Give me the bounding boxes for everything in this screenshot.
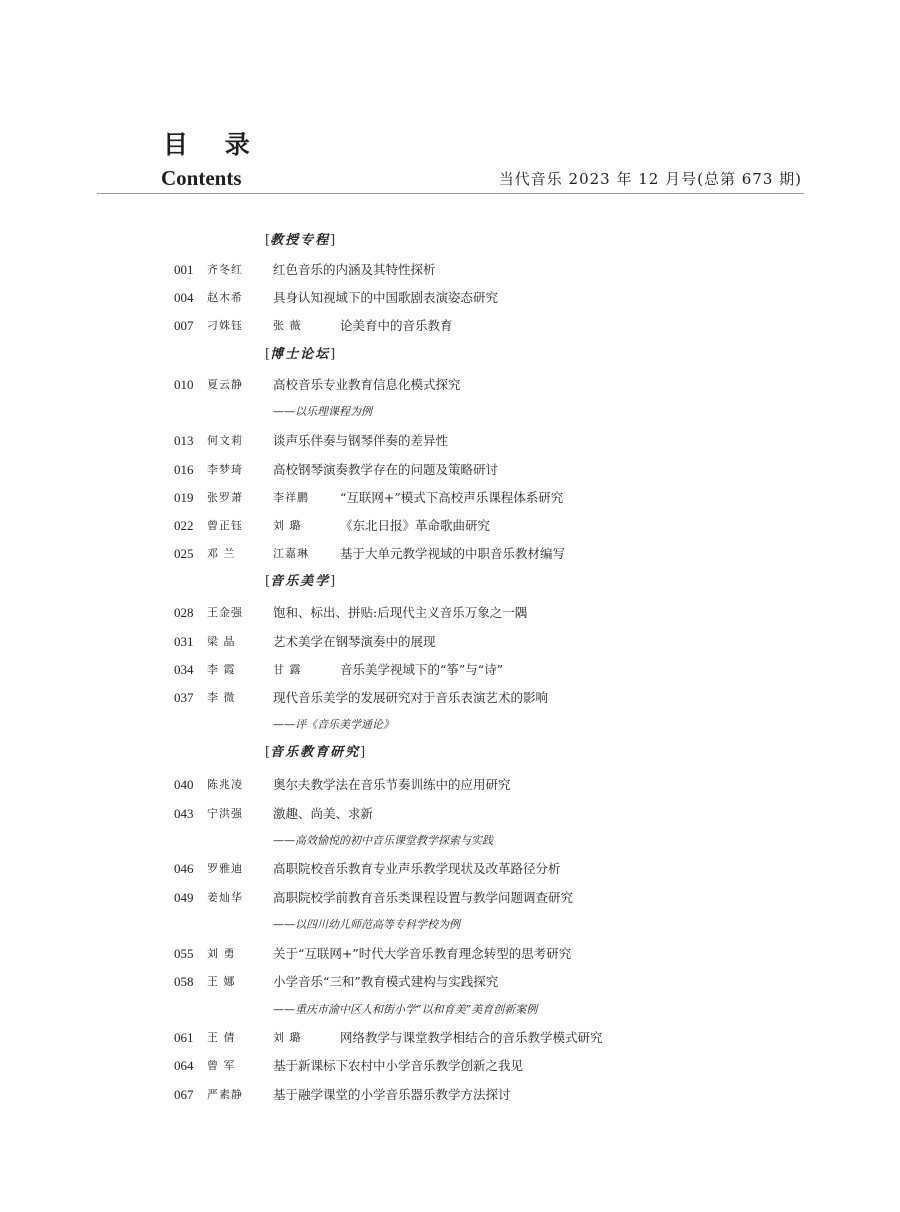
- section-heading: [265, 344, 335, 366]
- section-label: 博士论坛: [270, 347, 331, 362]
- article-title[interactable]: 艺术美学在钢琴演奏中的展现: [273, 634, 436, 649]
- bracket-left: [: [265, 574, 271, 589]
- coauthor-name: 江嘉琳: [273, 547, 309, 560]
- author-name: 宁洪强: [207, 807, 243, 820]
- page-number: 034: [174, 662, 194, 677]
- author-name: 夏云静: [207, 378, 243, 391]
- article-subtitle: ——高效愉悦的初中音乐课堂教学探索与实践: [273, 834, 493, 847]
- page-number: 040: [174, 777, 194, 792]
- article-title[interactable]: 饱和、标出、拼贴:后现代主义音乐万象之一隅: [273, 605, 528, 620]
- article-title[interactable]: 谈声乐伴奏与钢琴伴奏的差异性: [273, 433, 449, 448]
- author-name: 梁 晶: [207, 635, 236, 648]
- author-name: 罗雅迪: [207, 862, 243, 875]
- page-number: 031: [174, 634, 194, 649]
- author-name: 刁姝钰: [207, 319, 243, 332]
- article-title[interactable]: 现代音乐美学的发展研究对于音乐表演艺术的影响: [273, 690, 549, 705]
- toc-entry[interactable]: [0, 375, 900, 395]
- toc-entry[interactable]: [0, 1056, 900, 1076]
- page-number: 046: [174, 861, 194, 876]
- coauthor-name: 李祥鹏: [273, 491, 309, 504]
- page-number: 004: [174, 290, 194, 305]
- author-name: 曾 军: [207, 1059, 236, 1072]
- toc-entry[interactable]: [0, 944, 900, 964]
- section-heading: [265, 571, 335, 593]
- page-number: 064: [174, 1058, 194, 1073]
- toc-entry[interactable]: [0, 288, 900, 308]
- article-title[interactable]: “互联网+”模式下高校声乐课程体系研究: [340, 490, 564, 505]
- page-number: 016: [174, 462, 194, 477]
- toc-entry[interactable]: [0, 1085, 900, 1105]
- coauthor-name: 刘 璐: [273, 519, 302, 532]
- toc-entry[interactable]: [0, 316, 900, 336]
- author-name: 陈兆凌: [207, 778, 243, 791]
- article-subtitle: ——以四川幼儿师范高等专科学校为例: [273, 918, 460, 931]
- toc-subtitle-row: [0, 1000, 900, 1020]
- page-number: 049: [174, 890, 194, 905]
- author-name: 曾正钰: [207, 519, 243, 532]
- article-title[interactable]: 具身认知视域下的中国歌剧表演姿态研究: [273, 290, 499, 305]
- bracket-left: [: [265, 745, 271, 760]
- section-label: 教授专程: [270, 233, 331, 248]
- article-title[interactable]: 《东北日报》革命歌曲研究: [340, 518, 491, 533]
- toc-entry[interactable]: [0, 516, 900, 536]
- toc-subtitle-row: [0, 715, 900, 735]
- page-number: 058: [174, 974, 194, 989]
- article-title[interactable]: 关于“互联网+”时代大学音乐教育理念转型的思考研究: [273, 946, 572, 961]
- page-title-cn: 目 录: [163, 130, 264, 159]
- toc-entry[interactable]: [0, 544, 900, 564]
- bracket-left: [: [265, 347, 271, 362]
- toc-entry[interactable]: [0, 688, 900, 708]
- article-subtitle: ——评《音乐美学通论》: [273, 718, 394, 731]
- article-title[interactable]: 高校钢琴演奏教学存在的问题及策略研讨: [273, 462, 499, 477]
- page-number: 043: [174, 806, 194, 821]
- page-number: 025: [174, 546, 194, 561]
- toc-entry[interactable]: [0, 660, 900, 680]
- article-title[interactable]: 红色音乐的内涵及其特性探析: [273, 262, 436, 277]
- toc-entry[interactable]: [0, 431, 900, 451]
- author-name: 赵木希: [207, 291, 243, 304]
- article-subtitle: ——重庆市渝中区人和街小学“以和育美”美育创新案例: [273, 1003, 538, 1016]
- article-title[interactable]: 基于融学课堂的小学音乐器乐教学方法探讨: [273, 1087, 511, 1102]
- author-name: 王 倩: [207, 1031, 236, 1044]
- article-title[interactable]: 小学音乐“三和”教育模式建构与实践探究: [273, 974, 499, 989]
- section-label: 音乐美学: [270, 574, 331, 589]
- toc-entry[interactable]: [0, 859, 900, 879]
- page-number: 001: [174, 262, 194, 277]
- author-name: 刘 勇: [207, 947, 236, 960]
- section-heading: [265, 230, 335, 252]
- author-name: 邓 兰: [207, 547, 236, 560]
- author-name: 王金强: [207, 606, 243, 619]
- article-title[interactable]: 论美育中的音乐教育: [340, 318, 453, 333]
- author-name: 严素静: [207, 1088, 243, 1101]
- page-number: 022: [174, 518, 194, 533]
- coauthor-name: 张 薇: [273, 319, 302, 332]
- article-title[interactable]: 高职院校音乐教育专业声乐教学现状及改革路径分析: [273, 861, 561, 876]
- article-title[interactable]: 基于大单元教学视域的中职音乐教材编写: [340, 546, 566, 561]
- article-title[interactable]: 音乐美学视域下的“筝”与“诗”: [340, 662, 504, 677]
- toc-entry[interactable]: [0, 775, 900, 795]
- toc-entry[interactable]: [0, 972, 900, 992]
- author-name: 何文莉: [207, 434, 243, 447]
- coauthor-name: 甘 露: [273, 663, 302, 676]
- author-name: 李梦琦: [207, 463, 243, 476]
- page-number: 028: [174, 605, 194, 620]
- toc-entry[interactable]: [0, 1028, 900, 1048]
- coauthor-name: 刘 璐: [273, 1031, 302, 1044]
- author-name: 齐冬红: [207, 263, 243, 276]
- article-title[interactable]: 高校音乐专业教育信息化模式探究: [273, 377, 461, 392]
- page-number: 037: [174, 690, 194, 705]
- page-number: 019: [174, 490, 194, 505]
- toc-entry[interactable]: [0, 488, 900, 508]
- article-title[interactable]: 基于新课标下农村中小学音乐教学创新之我见: [273, 1058, 524, 1073]
- author-name: 王 娜: [207, 975, 236, 988]
- author-name: 李 霞: [207, 663, 236, 676]
- author-name: 李 微: [207, 691, 236, 704]
- section-label: 音乐教育研究: [270, 745, 361, 760]
- toc-entry[interactable]: [0, 804, 900, 824]
- page-title-en: Contents: [161, 166, 242, 190]
- bracket-right: ]: [330, 574, 336, 589]
- article-title[interactable]: 奥尔夫教学法在音乐节奏训练中的应用研究: [273, 777, 511, 792]
- toc-subtitle-row: [0, 831, 900, 851]
- article-title[interactable]: 网络教学与课堂教学相结合的音乐教学模式研究: [340, 1030, 603, 1045]
- bracket-right: ]: [330, 233, 336, 248]
- bracket-right: ]: [360, 745, 366, 760]
- bracket-left: [: [265, 233, 271, 248]
- toc-subtitle-row: [0, 915, 900, 935]
- author-name: 张罗萧: [207, 491, 243, 504]
- page-number: 013: [174, 433, 194, 448]
- toc-entry[interactable]: [0, 632, 900, 652]
- toc-entry[interactable]: [0, 460, 900, 480]
- author-name: 姜灿华: [207, 891, 243, 904]
- article-subtitle: ——以乐理课程为例: [273, 405, 372, 418]
- page-number: 010: [174, 377, 194, 392]
- toc-entry[interactable]: [0, 888, 900, 908]
- toc-subtitle-row: [0, 402, 900, 422]
- section-heading: [265, 742, 365, 764]
- page-number: 055: [174, 946, 194, 961]
- article-title[interactable]: 激趣、尚美、求新: [273, 806, 374, 821]
- page-number: 007: [174, 318, 194, 333]
- bracket-right: ]: [330, 347, 336, 362]
- article-title[interactable]: 高职院校学前教育音乐类课程设置与教学问题调查研究: [273, 890, 574, 905]
- page-number: 061: [174, 1030, 194, 1045]
- toc-entry[interactable]: [0, 603, 900, 623]
- issue-info: 当代音乐 2023 年 12 月号(总第 673 期): [498, 170, 802, 188]
- page-number: 067: [174, 1087, 194, 1102]
- toc-entry[interactable]: [0, 260, 900, 280]
